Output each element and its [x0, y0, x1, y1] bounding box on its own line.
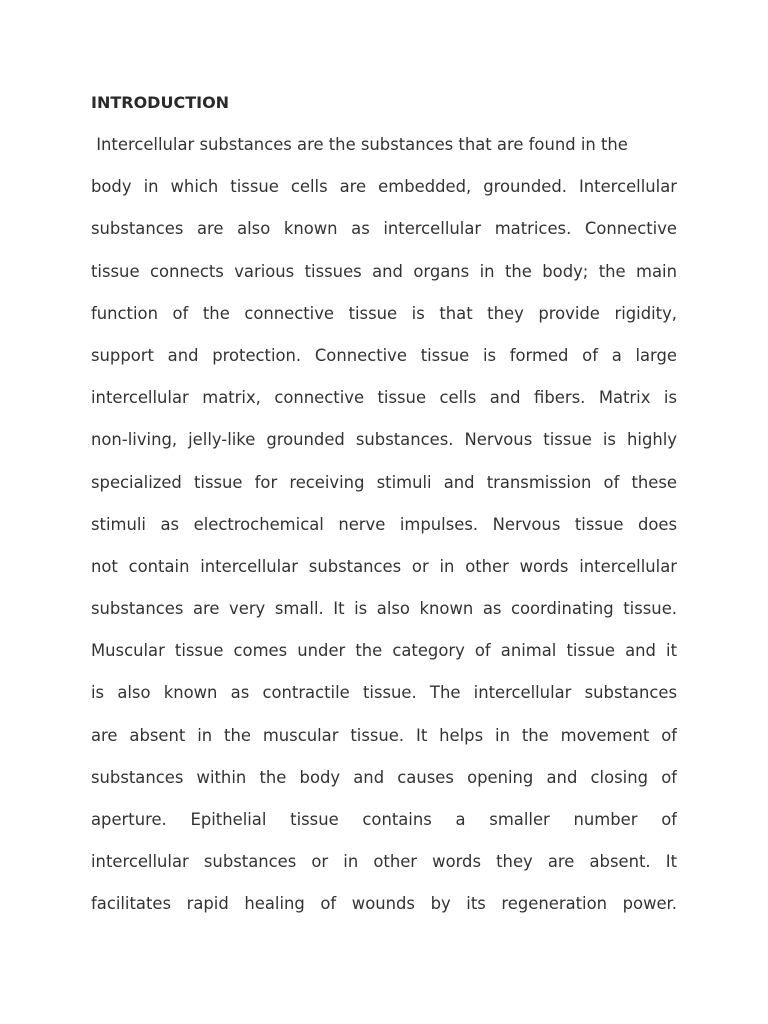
paragraph-line: intercellular substances or in other words they are absent. It	[91, 852, 677, 872]
paragraph-line: stimuli as electrochemical nerve impulses. Nervous tissue does	[91, 514, 677, 534]
paragraph-line: Intercellular substances are the substances that are found in the	[91, 135, 628, 154]
paragraph-line: Muscular tissue comes under the category of animal tissue and it	[91, 641, 677, 661]
paragraph-line: substances within the body and causes opening and closing of	[91, 767, 677, 787]
paragraph-line: are absent in the muscular tissue. It helps in the movement of	[91, 725, 677, 745]
paragraph-line: specialized tissue for receiving stimuli and transmission of these	[91, 472, 677, 492]
paragraph-line: is also known as contractile tissue. The intercellular substances	[91, 683, 677, 703]
paragraph-line: facilitates rapid healing of wounds by its regeneration power.	[91, 894, 677, 914]
paragraph-line: body in which tissue cells are embedded, grounded. Intercellular	[91, 177, 677, 197]
paragraph-line: intercellular matrix, connective tissue cells and fibers. Matrix is	[91, 388, 677, 408]
paragraph-line: non-living, jelly-like grounded substances. Nervous tissue is highly	[91, 430, 677, 450]
section-heading: INTRODUCTION	[91, 93, 230, 112]
paragraph-line: support and protection. Connective tissue is formed of a large	[91, 345, 677, 365]
body-paragraph	[91, 134, 677, 936]
paragraph-line: substances are also known as intercellular matrices. Connective	[91, 219, 677, 239]
paragraph-line: substances are very small. It is also known as coordinating tissue.	[91, 599, 677, 619]
paragraph-line: tissue connects various tissues and organs in the body; the main	[91, 261, 677, 281]
paragraph-line: function of the connective tissue is that they provide rigidity,	[91, 303, 677, 323]
paragraph-line: not contain intercellular substances or in other words intercellular	[91, 556, 677, 576]
paragraph-line: aperture. Epithelial tissue contains a smaller number of	[91, 810, 677, 829]
